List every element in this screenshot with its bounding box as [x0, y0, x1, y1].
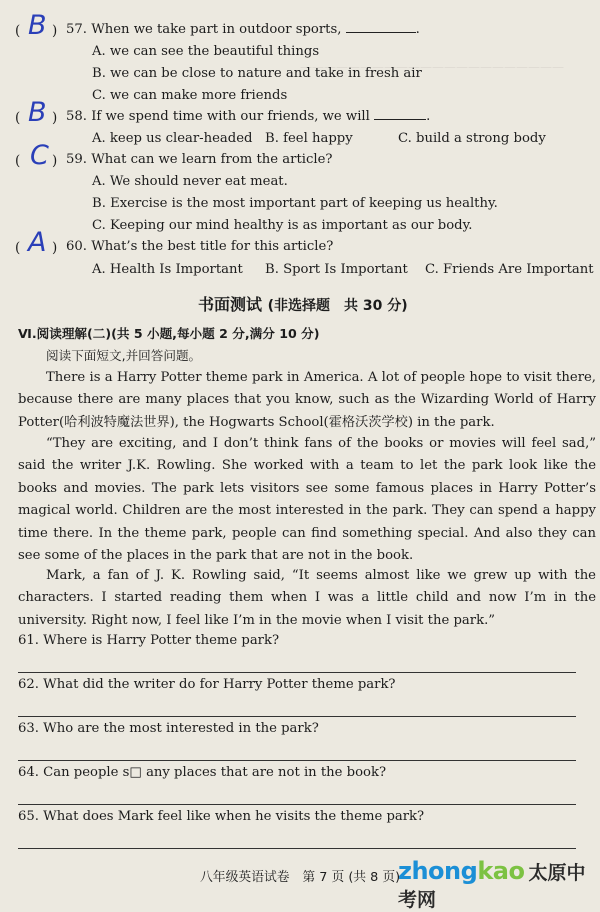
paragraph-text: “They are exciting, and I don’t think fans of the books or movies will feel sad,” said the writer J.K. Rowling. She worked with a team to let the park look like the books and movies. The park lets visitors see some famous places in Harry Potter’s magical world. Children are the most interested in the park. They can spend a happy time there. In the theme park, people can find something special. And also they can see some of the places in the park that are not in the book.: [18, 436, 596, 564]
part-heading: [18, 323, 319, 342]
question-stem: When we take part in outdoor sports,: [91, 22, 342, 37]
answer-paren-open: (: [15, 153, 21, 169]
option-57-a: A. we can see the beautiful things: [92, 44, 320, 59]
question-58: 58. If we spend time with our friends, we will .: [66, 109, 431, 124]
question-57: 57. When we take part in outdoor sports, .: [66, 22, 420, 37]
question-number: 57.: [66, 22, 87, 37]
answer-paren-open: (: [15, 110, 21, 126]
handwritten-answer-59: C: [30, 140, 49, 171]
option-59-a: A. We should never eat meat.: [92, 174, 288, 189]
question-63: 63. Who are the most interested in the park?: [18, 721, 319, 736]
option-57-c: C. we can make more friends: [92, 88, 288, 103]
answer-paren-open: (: [15, 240, 21, 256]
logo-word-zhong: zhong: [398, 857, 478, 885]
option-57-b: B. we can be close to nature and take in fresh air: [92, 66, 422, 81]
section-title: [198, 292, 408, 315]
answer-line-65[interactable]: [18, 848, 576, 849]
question-number: 58.: [66, 109, 87, 124]
question-64: 64. Can people s□ any places that are not in the book?: [18, 765, 387, 780]
answer-line-61[interactable]: [18, 672, 576, 673]
passage-paragraph-2: [18, 433, 596, 567]
answer-paren-close: ): [52, 153, 58, 169]
question-60: [66, 239, 333, 254]
question-61: 61. Where is Harry Potter theme park?: [18, 633, 280, 648]
question-number: 60.: [66, 239, 87, 254]
option-58-c: C. build a strong body: [398, 131, 546, 146]
paragraph-text: There is a Harry Potter theme park in America. A lot of people hope to visit there, because there are many places that you know, such as the Wizarding World of Harry Potter(哈利波特魔法世界), the Hogwarts School(霍格沃茨学校) in the park.: [18, 370, 596, 430]
answer-line-64[interactable]: [18, 804, 576, 805]
bleed-through: ——————————————————————: [300, 60, 564, 74]
logo-word-kao: kao: [477, 857, 525, 885]
passage-paragraph-1: [18, 367, 596, 434]
question-stem: What can we learn from the article?: [91, 152, 333, 167]
answer-paren-open: (: [15, 23, 21, 39]
site-logo: [398, 857, 600, 911]
blank: [346, 32, 416, 33]
page-footer: 八年级英语试卷 第 7 页 (共 8 页): [200, 870, 401, 885]
blank: [374, 119, 426, 120]
part-heading-text: Ⅵ.阅读理解(二): [18, 326, 112, 341]
question-stem: If we spend time with our friends, we will: [91, 109, 370, 124]
option-60-c: C. Friends Are Important: [425, 262, 594, 277]
handwritten-answer-58: B: [28, 97, 47, 128]
instruction: 阅读下面短文,并回答问题。: [46, 348, 202, 363]
section-subtitle: (非选择题 共 30 分): [267, 298, 408, 314]
option-58-a: A. keep us clear-headed: [92, 131, 253, 146]
answer-paren-close: ): [52, 240, 58, 256]
section-title-text: 书面测试: [198, 295, 263, 314]
option-60-b: B. Sport Is Important: [265, 262, 408, 277]
answer-line-62[interactable]: [18, 716, 576, 717]
question-62: 62. What did the writer do for Harry Potter theme park?: [18, 677, 396, 692]
passage-paragraph-3: [18, 565, 596, 632]
answer-paren-close: ): [52, 23, 58, 39]
handwritten-answer-57: B: [28, 10, 47, 41]
paragraph-text: Mark, a fan of J. K. Rowling said, “It seems almost like we grew up with the characters. I started reading them when I was a little child and now I’m in the university. Right now, I feel like I’m in the movie when I visit the park.”: [18, 568, 596, 628]
question-number: 59.: [66, 152, 87, 167]
part-scoring: (共 5 小题,每小题 2 分,满分 10 分): [111, 326, 320, 341]
option-59-b: B. Exercise is the most important part of keeping us healthy.: [92, 196, 498, 211]
option-58-b: B. feel happy: [265, 131, 353, 146]
handwritten-answer-60: A: [28, 227, 47, 258]
question-59: [66, 152, 332, 167]
question-65: 65. What does Mark feel like when he visits the theme park?: [18, 809, 425, 824]
answer-line-63[interactable]: [18, 760, 576, 761]
logo-word-cn: 太原中考网: [398, 862, 586, 911]
question-stem: What’s the best title for this article?: [91, 239, 334, 254]
answer-paren-close: ): [52, 110, 58, 126]
option-60-a: A. Health Is Important: [92, 262, 243, 277]
option-59-c: C. Keeping our mind healthy is as important as our body.: [92, 218, 473, 233]
